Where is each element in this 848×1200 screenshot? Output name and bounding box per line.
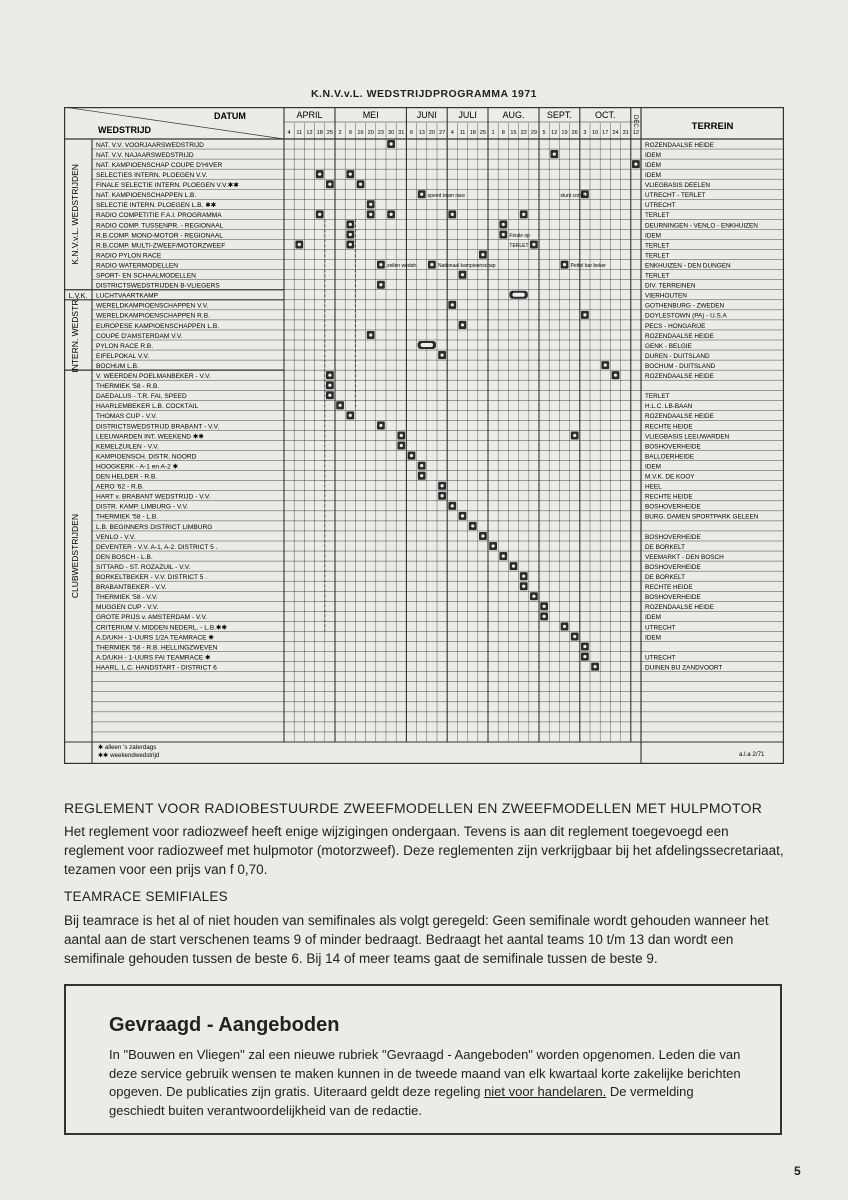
event-name: V. WEERDEN POELMANBEKER - V.V. — [96, 373, 211, 380]
schedule-mark-dot — [298, 243, 301, 246]
event-name: DEN HELDER - R.B. — [96, 473, 158, 481]
schedule-mark-dot — [614, 374, 617, 377]
schedule-mark-dot — [461, 273, 464, 276]
grid-note: Nationaal kampioenschap — [438, 263, 496, 270]
event-name: MUGGEN CUP - V.V. — [96, 604, 159, 612]
schedule-mark-dot — [604, 364, 607, 367]
event-name: AERO '62 - R.B. — [96, 483, 144, 491]
event-terrein: IDEM — [645, 161, 661, 169]
event-terrein: BOSHOVERHEIDE — [645, 533, 701, 541]
schedule-mark-dot — [583, 313, 586, 316]
schedule-mark-dot — [583, 655, 586, 658]
schedule-mark-dot — [349, 233, 352, 236]
event-terrein: TERLET — [645, 272, 670, 280]
schedule-mark-dot — [420, 474, 423, 477]
schedule-mark-dot — [400, 434, 403, 437]
signature: a.l.a 2/71 — [739, 751, 765, 758]
schedule-mark-dot — [349, 243, 352, 246]
day-label: 18 — [469, 130, 476, 136]
schedule-mark-dot — [543, 615, 546, 618]
event-name: FINALE SELECTIE INTERN. PLOEGEN V.V.✱✱ — [96, 182, 239, 190]
event-terrein: DIV. TERREINEN — [645, 282, 696, 290]
event-terrein: TERLET — [645, 212, 670, 220]
day-label: 4 — [287, 130, 291, 136]
day-label: 12 — [551, 130, 558, 136]
month-label: OCT. — [595, 110, 616, 120]
header-terrein: TERREIN — [691, 121, 734, 132]
event-name: LEEUWARDEN INT. WEEKEND ✱✱ — [96, 433, 204, 441]
event-name: SPORT- EN SCHAALMODELLEN — [96, 272, 196, 280]
event-name: DEN BOSCH - L.B. — [96, 553, 153, 561]
event-terrein: UTRECHT — [645, 624, 676, 632]
event-terrein: IDEM — [645, 614, 661, 622]
schedule-mark-dot — [522, 575, 525, 578]
event-name: DEVENTER - V.V. A-1, A-2. DISTRICT 5 . — [96, 543, 218, 551]
day-label: 12 — [632, 130, 640, 136]
event-terrein: IDEM — [645, 463, 661, 471]
schedule-mark-dot — [349, 414, 352, 417]
event-name: KEMELZUILEN - V.V. — [96, 443, 159, 451]
reglement-body: Het reglement voor radiozweef heeft enige wijzigingen ondergaan. Tevens is aan dit reglement toegevoegd een reglement voor radiozweef met hulpmotor (motorzweef). Deze reglementen zijn verkrijgbaar bij het afdelingssecretariaat, tezamen voor een prijs van f 0,70. — [64, 824, 784, 877]
grid-note: stunt comb. — [560, 192, 587, 199]
event-terrein: UTRECHT - TERLET — [645, 192, 706, 200]
event-terrein: TERLET — [645, 242, 670, 250]
event-name: RADIO PYLON RACE — [96, 252, 162, 260]
event-name: SELECTIE INTERN. PLOEGEN L.B. ✱✱ — [96, 202, 217, 210]
event-name: A.D/UKH - 1-UURS FAI TEAMRACE ✱ — [96, 654, 211, 662]
day-label: 16 — [357, 130, 364, 136]
event-name: BOCHUM L.B. — [96, 362, 139, 370]
schedule-mark-dot — [502, 554, 505, 557]
schedule-mark-dot — [339, 404, 342, 407]
event-name: THERMIEK '58 - R.B. — [96, 383, 160, 391]
day-label: 26 — [571, 130, 578, 136]
event-name: RADIO WATERMODELLEN — [96, 262, 179, 270]
day-label: 27 — [438, 130, 446, 136]
schedule-mark-dot — [492, 544, 495, 547]
schedule-mark-dot — [369, 213, 372, 216]
event-name: DAEDALUS - T.R. FAI, SPEED — [96, 393, 187, 401]
event-terrein: IDEM — [645, 151, 661, 159]
event-terrein: BOSHOVERHEIDE — [645, 563, 701, 571]
schedule-mark-dot — [502, 223, 505, 226]
day-label: 20 — [428, 130, 436, 136]
day-label: 4 — [450, 130, 454, 136]
grid-note: TERLET — [509, 243, 529, 250]
day-label: 25 — [479, 130, 487, 136]
event-name: RADIO COMPETITIE F.A.I. PROGRAMMA — [96, 212, 222, 220]
event-terrein: ROZENDAALSE HEIDE — [645, 373, 714, 380]
schedule-mark-dot — [328, 384, 331, 387]
event-terrein: TERLET — [645, 393, 670, 401]
schedule-mark-dot — [379, 424, 382, 427]
schedule-mark-dot — [594, 665, 597, 668]
schedule-mark-dot — [441, 494, 444, 497]
event-terrein: RECHTE HEIDE — [645, 584, 693, 592]
event-terrein: BALLOERHEIDE — [645, 453, 695, 461]
schedule-mark-dot — [553, 152, 556, 155]
day-label: 31 — [398, 130, 405, 136]
schedule-mark-dot — [379, 263, 382, 266]
event-name: NAT. KAMPIOENSCHAPPEN L.B. — [96, 192, 197, 200]
schedule-mark-dot — [400, 444, 403, 447]
event-terrein: ROZENDAALSE HEIDE — [645, 332, 714, 340]
day-label: 11 — [296, 130, 303, 136]
schedule-mark-dot — [451, 303, 454, 306]
day-label: 9 — [348, 130, 352, 136]
event-terrein: BOSHOVERHEIDE — [645, 594, 701, 602]
event-name: NAT. V.V. NAJAARSWEDSTRIJD — [96, 151, 194, 159]
day-label: 3 — [583, 130, 587, 136]
schedule-mark-dot — [420, 193, 423, 196]
event-name: R.B.COMP. MONO-MOTOR - REGIONAAL — [96, 232, 223, 240]
event-name: COUPE D'AMSTERDAM V.V. — [96, 332, 183, 340]
event-name: RADIO COMP. TUSSENPR. - REGIONAAL — [96, 222, 224, 230]
event-name: DISTRICTSWEDSTRIJDEN B-VLIEGERS — [96, 282, 220, 290]
event-terrein: UTRECHT — [645, 202, 676, 210]
schedule-mark-dot — [328, 374, 331, 377]
event-name: R.B.COMP. MULTI-ZWEEF/MOTORZWEEF — [96, 242, 226, 250]
event-terrein: ROZENDAALSE HEIDE — [645, 141, 714, 149]
schedule-mark-dot — [522, 213, 525, 216]
schedule-mark-dot — [318, 213, 321, 216]
event-terrein: DEURNINGEN - VENLO - ENKHUIZEN — [645, 222, 758, 230]
schedule-bar-inner — [512, 293, 524, 297]
teamrace-body: Bij teamrace is het al of niet houden van semifinales als volgt geregeld: Geen semifinale wordt gehouden wanneer het aantal aan de start verschenen teams 9 of minder bedraagt. Bedraagt het aantal teams 10 t/m 13 dan wordt een semifinale gehouden tussen de beste 6. Bij 14 of meer teams gaat de semifinale tussen de beste 9. — [64, 913, 769, 966]
schedule-mark-dot — [563, 263, 566, 266]
table-title: K.N.V.v.L. WEDSTRIJDPROGRAMMA 1971 — [310, 88, 538, 100]
event-terrein: DOYLESTOWN (PA) - U.S.A — [645, 312, 727, 320]
schedule-mark-dot — [390, 142, 393, 145]
schedule-mark-dot — [328, 183, 331, 186]
day-label: 13 — [418, 130, 425, 136]
day-label: 23 — [377, 130, 385, 136]
event-name: HAARL. L.C. HANDSTART - DISTRICT 6 — [96, 664, 217, 672]
grid-note: Finale op — [509, 233, 530, 239]
event-name: DISTRICTSWEDSTRIJD BRABANT - V.V. — [96, 423, 220, 431]
page-number: 5 — [794, 1164, 801, 1178]
event-terrein: TERLET — [645, 252, 670, 260]
event-name: L.B. BEGINNERS DISTRICT LIMBURG — [96, 523, 213, 531]
event-terrein: IDEM — [645, 172, 661, 179]
footnote-1: ✱ alleen 's zaterdags — [98, 744, 157, 751]
event-name: CRITERIUM V. MIDDEN NEDERL. - L.B.✱✱ — [96, 624, 227, 632]
event-name: WERELDKAMPIOENSCHAPPEN V.V. — [96, 302, 209, 310]
day-label: 25 — [326, 130, 334, 136]
event-terrein: VLIEGBASIS LEEUWARDEN — [645, 433, 730, 441]
month-label: APRIL — [296, 110, 323, 120]
schedule-mark-dot — [502, 233, 505, 236]
footnote-2: ✱✱ weekendwedstrijd — [98, 752, 160, 759]
schedule-mark-dot — [390, 213, 393, 216]
schedule-mark-dot — [451, 504, 454, 507]
day-label: 24 — [612, 130, 619, 136]
event-terrein: RECHTE HEIDE — [645, 493, 693, 501]
event-terrein: VEEMARKT - DEN BOSCH — [645, 553, 724, 561]
schedule-mark-dot — [532, 595, 535, 598]
schedule-mark-dot — [563, 625, 566, 628]
reglement-heading: REGLEMENT VOOR RADIOBESTUURDE ZWEEFMODELLEN EN ZWEEFMODELLEN MET HULPMOTOR — [64, 800, 763, 816]
event-terrein: IDEM — [645, 634, 661, 642]
event-name: THERMIEK '58 - L.B. — [96, 513, 159, 521]
event-name: HAARLEMBEKER L.B. COCKTAIL — [96, 403, 199, 411]
event-terrein: GOTHENBURG - ZWEDEN — [645, 302, 725, 310]
month-label: SEPT. — [546, 110, 572, 120]
day-label: 2 — [338, 130, 342, 136]
event-terrein: DUINEN BIJ ZANDVOORT — [645, 664, 723, 672]
day-label: 30 — [387, 130, 395, 136]
month-label: JUNI — [416, 110, 437, 120]
schedule-mark-dot — [461, 514, 464, 517]
schedule-grid — [64, 107, 784, 764]
header-datum: DATUM — [214, 111, 246, 121]
schedule-mark-dot — [369, 333, 372, 336]
event-terrein: ENKHUIZEN - DEN DUNGEN — [645, 262, 731, 270]
schedule-mark-dot — [420, 464, 423, 467]
event-name: HART v. BRABANT WEDSTRIJD - V.V. — [96, 493, 211, 501]
schedule-mark-dot — [318, 173, 321, 176]
schedule-mark-dot — [481, 534, 484, 537]
schedule-mark-dot — [359, 183, 362, 186]
event-name: WERELDKAMPIOENSCHAPPEN R.B. — [96, 312, 210, 320]
event-terrein: BURG. DAMEN SPORTPARK GELEEN — [645, 513, 759, 521]
event-name: NAT. V.V. VOORJAARSWEDSTRIJD — [96, 141, 204, 149]
announcement-title: Gevraagd - Aangeboden — [109, 1014, 340, 1036]
schedule-mark-dot — [481, 253, 484, 256]
event-terrein: RECHTE HEIDE — [645, 423, 693, 431]
schedule-mark-dot — [349, 223, 352, 226]
schedule-mark-dot — [522, 585, 525, 588]
day-label: 31 — [622, 130, 629, 136]
competition-schedule-table — [64, 107, 784, 764]
event-name: LUCHTVAARTKAMP — [96, 292, 159, 300]
grid-note: speed team race — [427, 192, 466, 199]
day-label: 6 — [409, 130, 414, 136]
schedule-mark-dot — [573, 434, 576, 437]
group-label: CLUBWEDSTRIJDEN — [70, 514, 80, 599]
event-name: SITTARD - ST. ROZAZUIL - V.V. — [96, 563, 191, 571]
event-terrein: ROZENDAALSE HEIDE — [645, 413, 714, 421]
day-label: 1 — [491, 130, 495, 136]
event-terrein: BOSHOVERHEIDE — [645, 503, 701, 511]
event-name: GROTE PRIJS v. AMSTERDAM - V.V. — [96, 614, 208, 622]
day-label: 18 — [316, 130, 323, 136]
grid-note: Pettel bar beker — [570, 263, 606, 270]
announcement-text-part-1: In "Bouwen en Vliegen" zal een nieuwe rubriek "Gevraagd - Aangeboden" worden opgenomen. Leden die van deze service gebruik wensen te maken kunnen in de tweede maand van elk kwartaal korte zakelijke berichten opgeven. De publicaties zijn gratis. Uiteraard geldt deze regeling — [109, 1047, 741, 1099]
event-terrein: BOCHUM - DUITSLAND — [645, 362, 716, 370]
schedule-mark-dot — [451, 213, 454, 216]
group-label: INTERN. WEDSTR. — [70, 297, 80, 373]
schedule-mark-dot — [634, 163, 637, 166]
event-name: KAMPIOENSCH. DISTR. NOORD — [96, 453, 197, 461]
classifieds-announcement-box — [64, 984, 782, 1135]
schedule-bar-inner — [421, 343, 433, 347]
schedule-mark-dot — [441, 484, 444, 487]
month-label: DEC. — [631, 115, 638, 130]
event-name: HOOGKERK - A-1 en A-2 ✱ — [96, 463, 179, 471]
event-name: THERMIEK '58 - R.B. HELLINGZWEVEN — [96, 644, 218, 652]
month-label: JULI — [458, 110, 477, 120]
day-label: 20 — [367, 130, 374, 136]
event-name: DISTR. KAMP. LIMBURG - V.V. — [96, 503, 189, 511]
event-terrein: IDEM — [645, 232, 661, 240]
event-terrein: UTRECHT — [645, 654, 676, 662]
schedule-mark-dot — [573, 635, 576, 638]
day-label: 8 — [501, 130, 505, 136]
announcement-underlined-text: niet voor handelaren. — [484, 1084, 607, 1099]
schedule-mark-dot — [583, 645, 586, 648]
schedule-mark-dot — [410, 454, 413, 457]
schedule-mark-dot — [471, 524, 474, 527]
announcement-body — [109, 1046, 749, 1120]
event-terrein: GENK - BELGIE — [645, 342, 692, 350]
event-name: EIFELPOKAL V.V. — [96, 352, 150, 360]
schedule-mark-dot — [461, 323, 464, 326]
group-label: K.N.V.v.L. WEDSTRIJDEN — [70, 164, 80, 265]
event-name: BRABANTBEKER - V.V. — [96, 584, 167, 592]
event-terrein: ROZENDAALSE HEIDE — [645, 604, 714, 612]
event-terrein: HEEL — [645, 483, 662, 491]
event-name: THOMAS CUP - V.V. — [96, 413, 157, 421]
schedule-mark-dot — [349, 173, 352, 176]
event-name: BORKELTBEKER - V.V. DISTRICT 5 . — [96, 574, 208, 581]
schedule-mark-dot — [441, 353, 444, 356]
schedule-mark-dot — [543, 605, 546, 608]
header-diagonal — [64, 107, 284, 139]
event-terrein: M.V.K. DE KOOY — [645, 473, 695, 481]
announcement-text-part-2: De vermelding geschiedt buiten verantwoordelijkheid van de redactie. — [109, 1084, 694, 1118]
event-terrein: DE BORKELT — [645, 574, 686, 581]
schedule-mark-dot — [369, 203, 372, 206]
event-terrein: BOSHOVERHEIDE — [645, 443, 701, 451]
event-terrein: PECS - HONGARIJE — [645, 322, 706, 330]
day-label: 22 — [520, 130, 527, 136]
event-name: NAT. KAMPIOENSCHAP COUPE D'HIVER — [96, 161, 223, 169]
event-terrein: VIERHOUTEN — [645, 292, 687, 300]
schedule-mark-dot — [379, 283, 382, 286]
event-terrein: VLIEGBASIS DEELEN — [645, 182, 710, 190]
month-label: MEI — [362, 110, 379, 120]
day-label: 19 — [561, 130, 568, 136]
schedule-mark-dot — [532, 243, 535, 246]
day-label: 15 — [510, 130, 517, 136]
event-name: THERMIEK '58 - V.V. — [96, 594, 158, 602]
event-name: SELECTIES INTERN. PLOEGEN V.V. — [96, 172, 208, 179]
day-label: 17 — [602, 130, 609, 136]
event-name: PYLON RACE R.B. — [96, 342, 154, 350]
event-name: EUROPESE KAMPIOENSCHAPPEN L.B. — [96, 322, 220, 330]
event-terrein: DE BORKELT — [645, 543, 686, 551]
event-terrein: H.L.C. LB-BAAN — [645, 403, 693, 411]
day-label: 29 — [530, 130, 538, 136]
day-label: 10 — [591, 130, 599, 136]
schedule-mark-dot — [512, 565, 515, 568]
header-wedstrijd: WEDSTRIJD — [98, 125, 152, 135]
grid-note: zeilen wedstr. — [387, 263, 418, 270]
day-label: 5 — [542, 130, 546, 136]
event-name: VENLO - V.V. — [96, 533, 136, 541]
schedule-mark-dot — [328, 394, 331, 397]
teamrace-heading: TEAMRACE SEMIFIALES — [64, 889, 228, 904]
group-label: L.V.K. — [68, 292, 88, 300]
schedule-mark-dot — [430, 263, 433, 266]
day-label: 12 — [306, 130, 313, 136]
month-label: AUG. — [502, 110, 525, 120]
event-name: A.D/UKH - 1-UURS 1/2A TEAMRACE ✱ — [96, 634, 214, 642]
day-label: 11 — [459, 130, 466, 136]
event-terrein: DUREN - DUITSLAND — [645, 352, 710, 360]
